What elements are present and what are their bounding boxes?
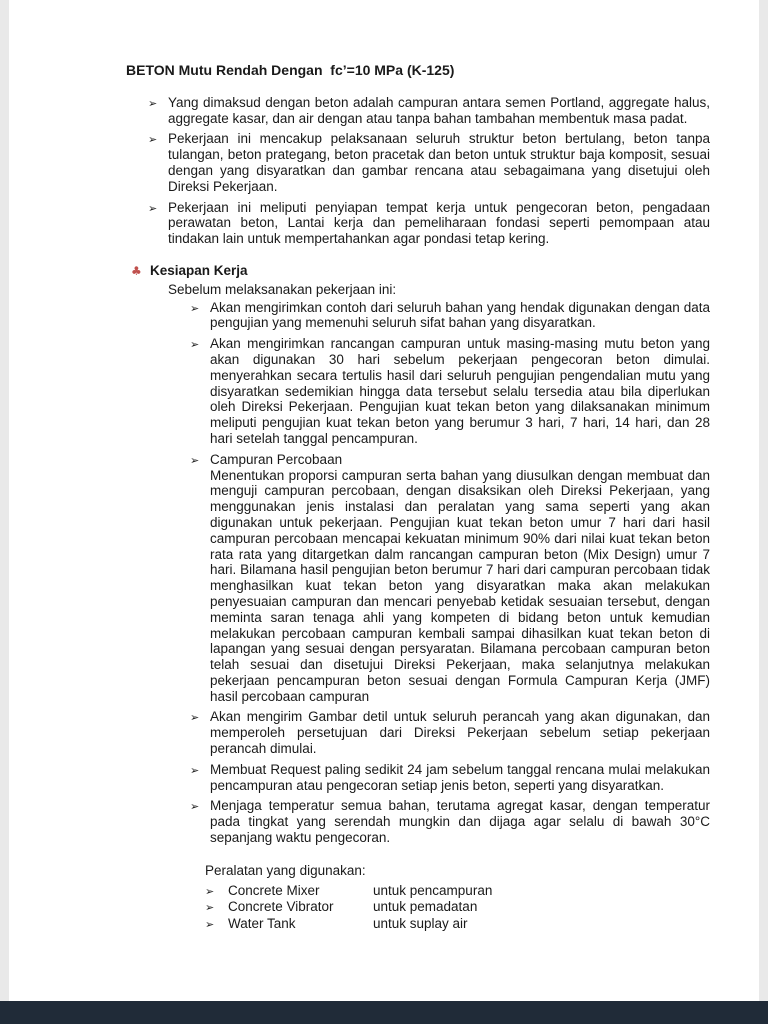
arrow-bullet-icon: ➢ [190, 301, 200, 315]
intro-list [148, 95, 710, 247]
document-page [9, 0, 759, 1001]
arrow-bullet-icon: ➢ [148, 201, 158, 215]
list-item [190, 452, 710, 705]
equipment-purpose: untuk pencampuran [373, 882, 493, 898]
arrow-bullet-icon: ➢ [190, 800, 200, 814]
arrow-bullet-icon: ➢ [190, 453, 200, 467]
arrow-bullet-icon: ➢ [148, 133, 158, 147]
list-item-text: Menjaga temperatur semua bahan, terutama agregat kasar, dengan temperatur pada tingkat yang serendah mungkin dan dijaga agar selalu di bawah 30°C sepanjang waktu pengecoran. [210, 798, 710, 846]
equipment-name: Concrete Vibrator [228, 899, 334, 915]
list-item-text: Yang dimaksud dengan beton adalah campuran antara semen Portland, aggregate halus, aggregate kasar, dan air dengan atau tanpa bahan tambahan membentuk masa padat. [168, 94, 710, 126]
list-item-title: Campuran Percobaan [210, 451, 343, 467]
list-item [190, 762, 710, 794]
section-bullet-icon: ♣ [131, 263, 142, 278]
list-item-text: Akan mengirim Gambar detil untuk seluruh perancah yang akan digunakan, dan memperoleh persetujuan dari Direksi Pekerjaan sebelum setiap pekerjaan perancah dimulai. [210, 709, 710, 757]
document-content [9, 0, 759, 933]
equipment-name: Water Tank [228, 916, 296, 932]
list-item [190, 336, 710, 447]
list-item-text: Akan mengirimkan contoh dari seluruh bahan yang hendak digunakan dengan data pengujian yang memenuhi seluruh sifat bahan yang disyaratkan. [210, 299, 710, 331]
list-item [148, 95, 710, 127]
list-item [190, 798, 710, 845]
equipment-list [205, 883, 710, 933]
equipment-purpose: untuk pemadatan [373, 899, 478, 915]
list-item-text: Akan mengirimkan rancangan campuran untuk masing-masing mutu beton yang akan digunakan 30 hari sebelum pekerjaan pengecoran beton dimulai. menyerahkan secara tertulis hasil dari seluruh pengujian pengendalian mutu yang disyaratkan sedemikian hingga data tersebut selalu tersedia atau bila diperlukan oleh Direksi Pekerjaan. Pengujian kuat tekan beton yang dilaksanakan minimum meliputi pengujian kuat tekan beton yang berumur 3 hari, 7 hari, 14 hari, dan 28 hari setelah tanggal pencampuran. [210, 336, 710, 446]
equipment-row [205, 899, 710, 916]
arrow-bullet-icon: ➢ [190, 711, 200, 725]
equipment-section [205, 863, 710, 933]
section-heading: Kesiapan Kerja [150, 262, 248, 278]
arrow-bullet-icon: ➢ [205, 918, 215, 932]
list-item-text: Membuat Request paling sedikit 24 jam sebelum tanggal rencana mulai melakukan pencampuran atau pengecoran setiap jenis beton, seperti yang disyaratkan. [210, 761, 710, 793]
equipment-heading: Peralatan yang digunakan: [205, 862, 366, 878]
list-item [148, 131, 710, 194]
list-item [190, 300, 710, 332]
equipment-purpose: untuk suplay air [373, 916, 468, 932]
page-title: BETON Mutu Rendah Dengan fc’=10 MPa (K-125) [126, 62, 455, 78]
list-item [190, 709, 710, 756]
section-heading-row [126, 263, 710, 280]
kesiapan-list [190, 300, 710, 846]
equipment-row [205, 916, 710, 933]
arrow-bullet-icon: ➢ [148, 96, 158, 110]
list-item-text [210, 452, 710, 705]
list-item-text: Pekerjaan ini mencakup pelaksanaan seluruh struktur beton bertulang, beton tanpa tulangan, beton prategang, beton pracetak dan beton untuk struktur baja komposit, sesuai dengan yang disyaratkan dan gambar rencana atau sebagaimana yang disetujui oleh Direksi Pekerjaan. [168, 131, 710, 194]
arrow-bullet-icon: ➢ [190, 338, 200, 352]
list-item-body: Menentukan proporsi campuran serta bahan yang diusulkan dengan membuat dan menguji campuran percobaan, dengan disaksikan oleh Direksi Pekerjaan, yang menggunakan jenis instalasi dan peralatan yang sama seperti yang akan digunakan untuk pekerjaan. Pengujian kuat tekan beton umur 7 hari dari hasil campuran percobaan mencapai kekuatan minimum 90% dari nilai kuat tekan beton rata rata yang ditargetkan dalm rancangan campuran beton (Mix Design) umur 7 hari. Bilamana hasil pengujian beton berumur 7 hari dari campuran percobaan tidak menghasilkan kuat tekan beton yang disyaratkan maka akan melakukan penyesuaian campuran dan mencari penyebab ketidak sesuaian tersebut, dengan meminta saran tenaga ahli yang kompeten di bidang beton untuk kemudian melakukan percobaan campuran kembali sampai dihasilkan kuat tekan beton di lapangan yang sesuai dengan persyaratan. Bilamana percobaan campuran beton telah sesuai dan disetujui Direksi Pekerjaan, maka selanjutnya melakukan pekerjaan pencampuran beton sesuai dengan Formula Campuran Kerja (JMF) hasil percobaan campuran [210, 467, 710, 704]
arrow-bullet-icon: ➢ [205, 884, 215, 898]
list-item-text: Pekerjaan ini meliputi penyiapan tempat kerja untuk pengecoran beton, pengadaan perawatan beton, Lantai kerja dan pemeliharaan fondasi seperti pemompaan atau tindakan lain untuk mempertahankan agar pondasi tetap kering. [168, 199, 710, 247]
arrow-bullet-icon: ➢ [190, 763, 200, 777]
section-intro: Sebelum melaksanakan pekerjaan ini: [168, 281, 397, 297]
list-item [148, 200, 710, 247]
arrow-bullet-icon: ➢ [205, 901, 215, 915]
equipment-name: Concrete Mixer [228, 882, 320, 898]
bottom-bar [0, 1001, 768, 1024]
equipment-row [205, 883, 710, 900]
